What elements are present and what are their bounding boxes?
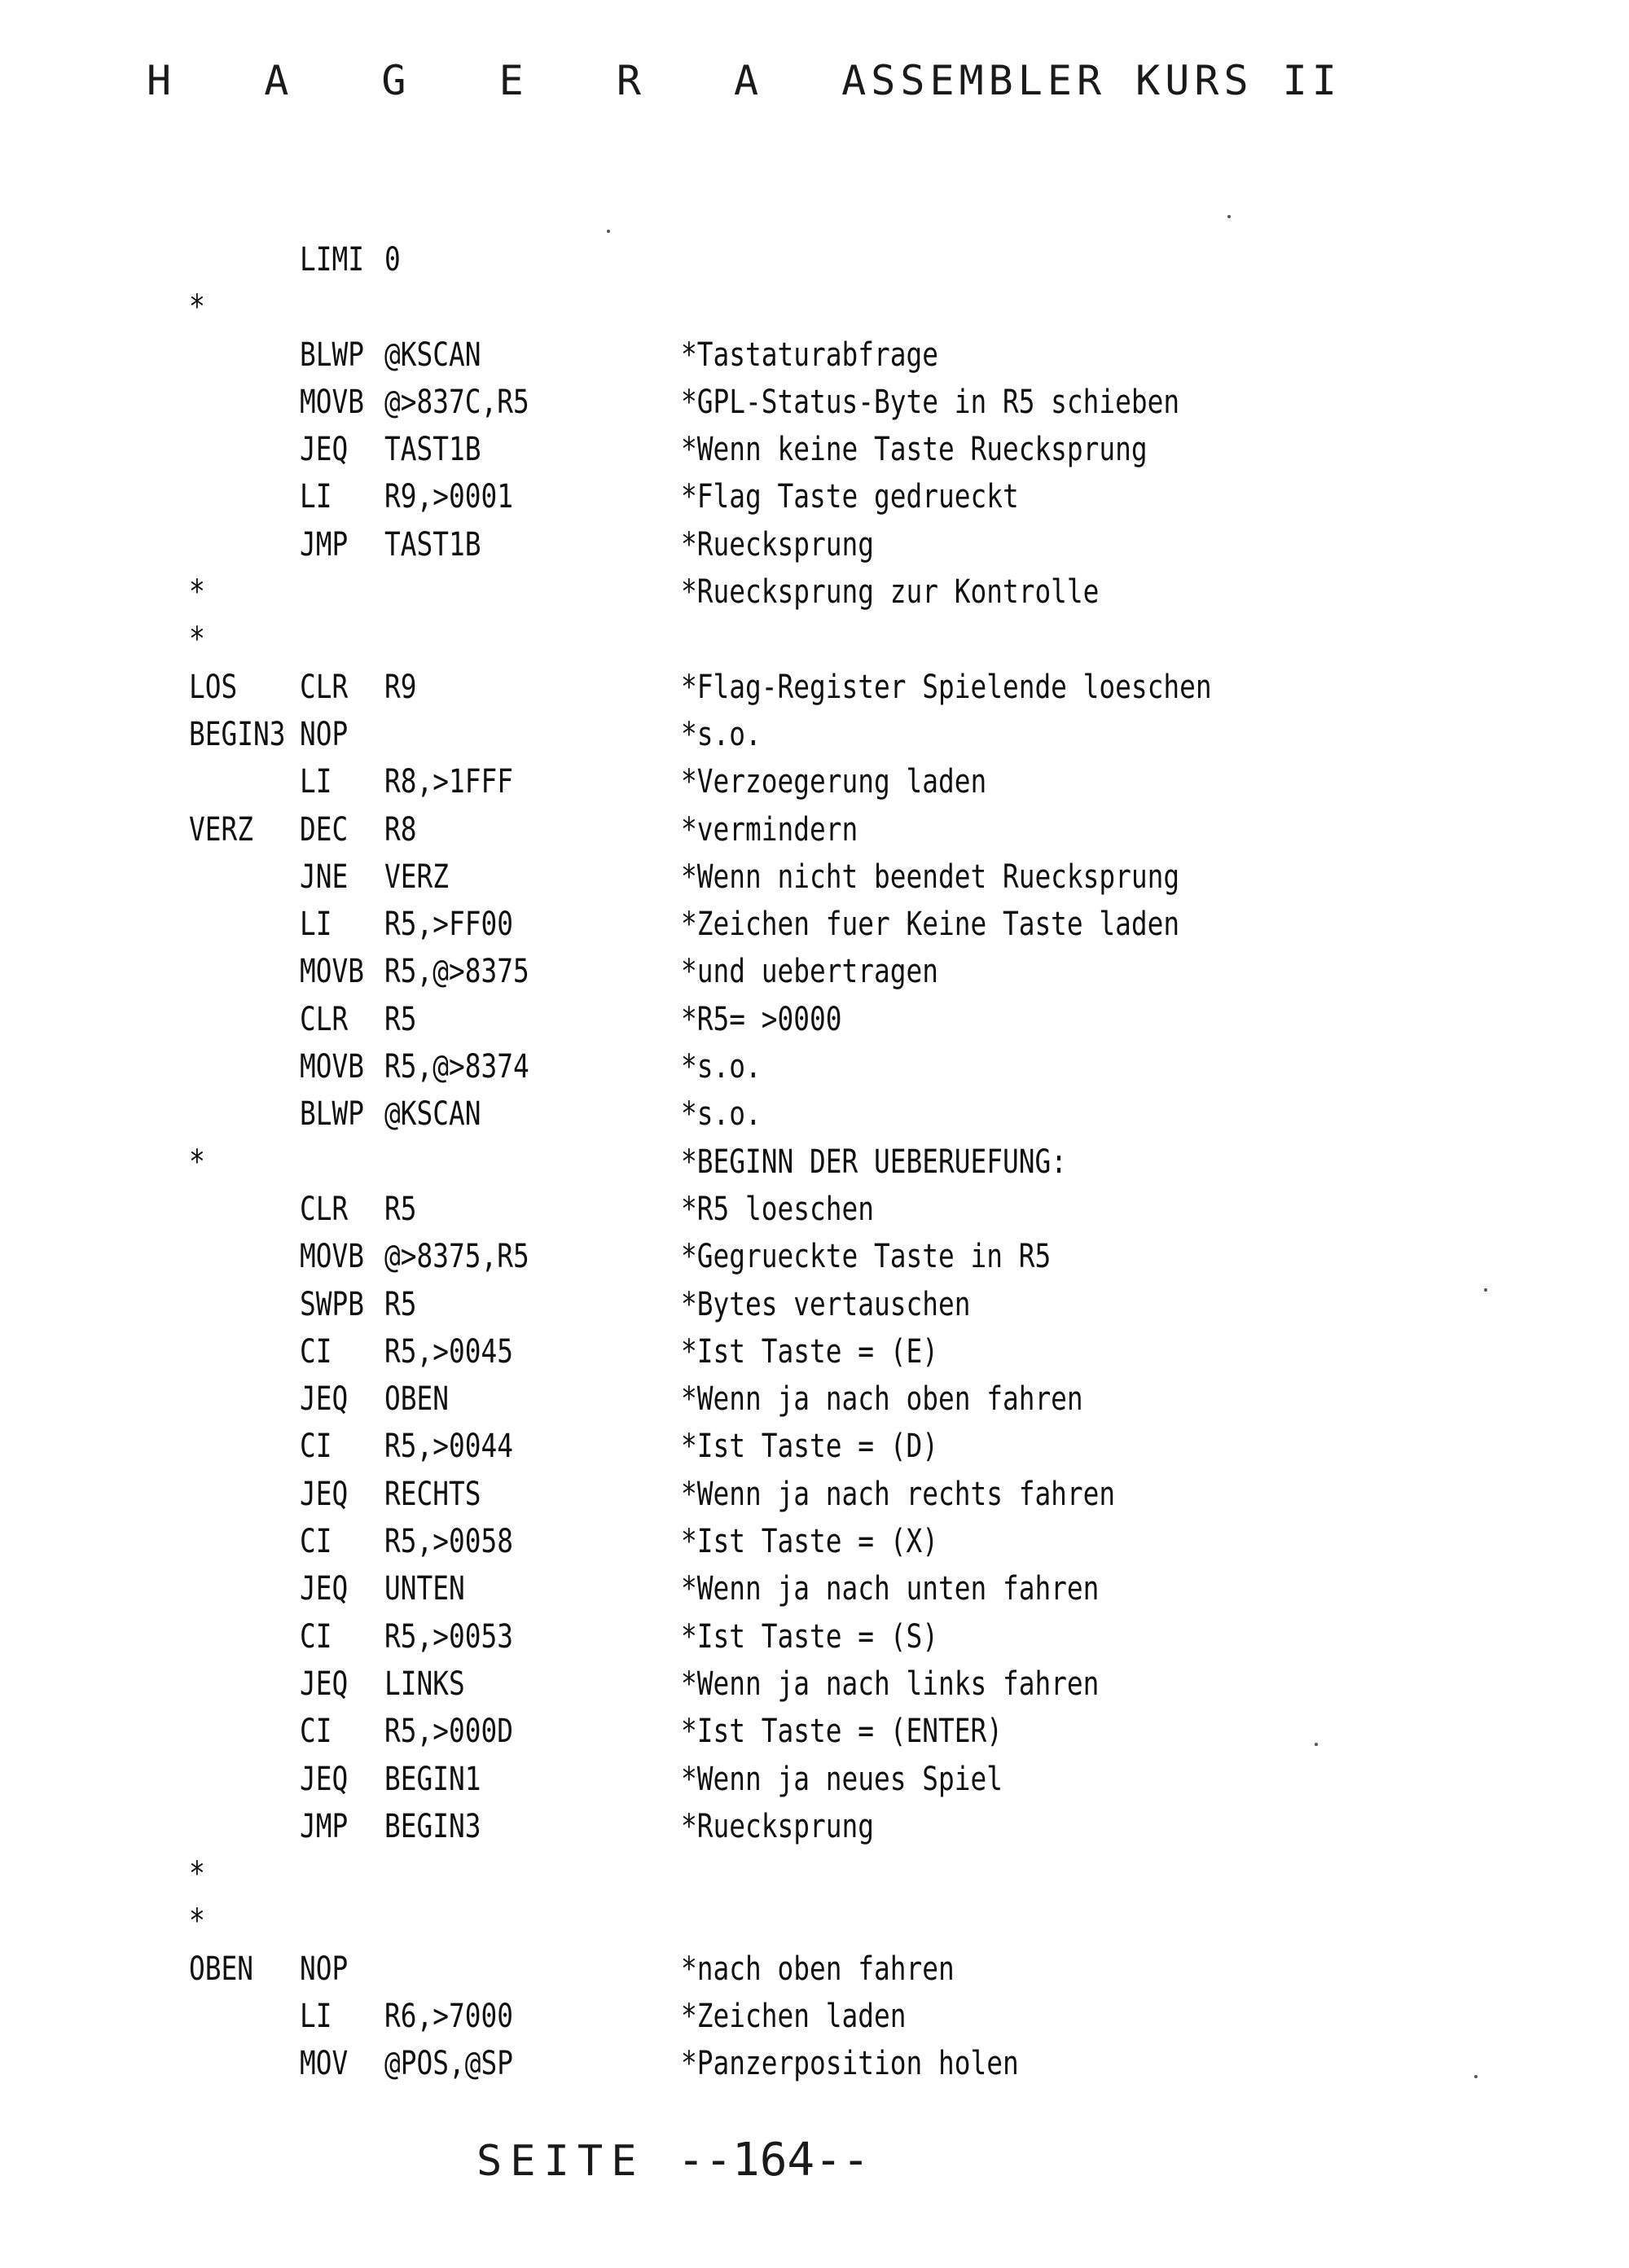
code-comment: *Flag Taste gedrueckt (681, 478, 1019, 516)
code-opcode: NOP (300, 715, 349, 753)
code-comment: *Panzerposition holen (681, 2045, 1019, 2083)
code-line (0, 948, 1629, 995)
code-opcode: CLR (300, 1000, 349, 1038)
code-comment: *s.o. (681, 715, 762, 753)
footer-page-word: SEITE (476, 2137, 645, 2186)
code-opcode: JMP (300, 1807, 349, 1845)
code-comment: *Ist Taste = (E) (681, 1332, 938, 1371)
code-comment: *Ist Taste = (ENTER) (681, 1713, 1003, 1751)
code-comment: *Verzoegerung laden (681, 763, 987, 801)
code-operand: @KSCAN (384, 336, 481, 374)
code-line (0, 568, 1629, 616)
code-opcode: CI (300, 1428, 332, 1466)
code-comment: *R5 loeschen (681, 1190, 874, 1228)
code-operand: R5,>0053 (384, 1617, 513, 1656)
code-operand: 0 (384, 241, 401, 279)
code-operand: LINKS (384, 1665, 465, 1703)
header-brand: H A G E R A (147, 57, 793, 104)
code-line (0, 711, 1629, 758)
code-comment: *und uebertragen (681, 953, 938, 991)
code-line (0, 236, 1629, 283)
code-operand: TAST1B (384, 525, 481, 564)
code-line (0, 1328, 1629, 1375)
code-opcode: SWPB (300, 1285, 364, 1323)
code-opcode: JEQ (300, 1380, 349, 1419)
code-operand: RECHTS (384, 1475, 481, 1513)
code-label: * (189, 1902, 205, 1941)
code-line (0, 1613, 1629, 1660)
code-comment: *Zeichen fuer Keine Taste laden (681, 906, 1180, 944)
code-opcode: CLR (300, 668, 349, 706)
code-comment: *R5= >0000 (681, 1000, 842, 1038)
code-comment: *Flag-Register Spielende loeschen (681, 668, 1212, 706)
code-opcode: JEQ (300, 1665, 349, 1703)
scan-speck (607, 230, 610, 233)
code-line (0, 1375, 1629, 1423)
header-course-title: ASSEMBLER KURS II (841, 57, 1341, 104)
code-label: * (189, 1855, 205, 1893)
scan-speck (1474, 2075, 1478, 2078)
code-comment: *Tastaturabfrage (681, 336, 938, 374)
code-line (0, 379, 1629, 426)
code-operand: BEGIN3 (384, 1807, 481, 1845)
code-opcode: LI (300, 1997, 332, 2035)
code-opcode: DEC (300, 810, 349, 849)
code-operand: R5,>0044 (384, 1428, 513, 1466)
footer-page-number: --164-- (677, 2134, 870, 2187)
code-comment: *Wenn ja neues Spiel (681, 1760, 1003, 1798)
code-operand: R9 (384, 668, 417, 706)
code-line (0, 853, 1629, 901)
assembler-listing (0, 236, 1629, 2088)
code-comment: *vermindern (681, 810, 858, 849)
code-operand: BEGIN1 (384, 1760, 481, 1798)
code-operand: R5,>0058 (384, 1523, 513, 1561)
code-opcode: NOP (300, 1950, 349, 1988)
code-opcode: MOVB (300, 383, 364, 421)
code-opcode: JEQ (300, 1760, 349, 1798)
code-line (0, 616, 1629, 663)
code-opcode: LI (300, 478, 332, 516)
code-line (0, 1565, 1629, 1612)
code-comment: *Ist Taste = (S) (681, 1617, 938, 1656)
code-comment: *GPL-Status-Byte in R5 schieben (681, 383, 1180, 421)
code-label: * (189, 573, 205, 612)
code-opcode: JEQ (300, 1475, 349, 1513)
code-line (0, 1186, 1629, 1233)
code-line (0, 1090, 1629, 1138)
code-opcode: JEQ (300, 1570, 349, 1608)
code-line (0, 1471, 1629, 1518)
code-line (0, 1708, 1629, 1755)
code-operand: R8 (384, 810, 417, 849)
code-opcode: JEQ (300, 431, 349, 469)
code-label: BEGIN3 (189, 715, 286, 753)
code-opcode: LI (300, 906, 332, 944)
code-operand: R8,>1FFF (384, 763, 513, 801)
code-line (0, 521, 1629, 568)
code-operand: R9,>0001 (384, 478, 513, 516)
code-label: * (189, 621, 205, 659)
code-line (0, 2040, 1629, 2087)
code-line (0, 1043, 1629, 1090)
code-line (0, 1423, 1629, 1470)
code-line (0, 1803, 1629, 1850)
code-label: * (189, 1143, 205, 1181)
code-operand: UNTEN (384, 1570, 465, 1608)
code-opcode: MOVB (300, 953, 364, 991)
code-opcode: LI (300, 763, 332, 801)
scan-speck (1227, 215, 1231, 218)
code-comment: *Wenn ja nach rechts fahren (681, 1475, 1116, 1513)
code-comment: *Wenn ja nach links fahren (681, 1665, 1100, 1703)
code-comment: *Wenn ja nach unten fahren (681, 1570, 1100, 1608)
code-operand: R5,>0045 (384, 1332, 513, 1371)
code-operand: R5 (384, 1000, 417, 1038)
code-operand: R5,@>8375 (384, 953, 529, 991)
code-comment: *Ruecksprung zur Kontrolle (681, 573, 1100, 612)
code-operand: TAST1B (384, 431, 481, 469)
code-comment: *Ruecksprung (681, 1807, 874, 1845)
code-comment: *Bytes vertauschen (681, 1285, 971, 1323)
code-line (0, 806, 1629, 853)
code-comment: *Zeichen laden (681, 1997, 907, 2035)
code-line (0, 1946, 1629, 1993)
code-comment: *Ruecksprung (681, 525, 874, 564)
code-line (0, 1233, 1629, 1280)
code-label: OBEN (189, 1950, 253, 1988)
code-comment: *Ist Taste = (X) (681, 1523, 938, 1561)
code-opcode: CI (300, 1713, 332, 1751)
code-line (0, 426, 1629, 473)
code-line (0, 1518, 1629, 1565)
code-opcode: MOV (300, 2045, 349, 2083)
code-comment: *Ist Taste = (D) (681, 1428, 938, 1466)
code-line (0, 758, 1629, 805)
code-comment: *Wenn nicht beendet Ruecksprung (681, 858, 1180, 896)
code-opcode: JNE (300, 858, 349, 896)
code-label: VERZ (189, 810, 253, 849)
code-operand: R5 (384, 1190, 417, 1228)
code-line (0, 1138, 1629, 1186)
code-comment: *BEGINN DER UEBERUEFUNG: (681, 1143, 1067, 1181)
code-line (0, 901, 1629, 948)
code-operand: @>837C,R5 (384, 383, 529, 421)
code-opcode: BLWP (300, 336, 364, 374)
code-opcode: CI (300, 1617, 332, 1656)
code-operand: R5,>FF00 (384, 906, 513, 944)
code-opcode: JMP (300, 525, 349, 564)
code-line (0, 1756, 1629, 1803)
code-comment: *s.o. (681, 1048, 762, 1086)
code-operand: R5,@>8374 (384, 1048, 529, 1086)
code-line (0, 1850, 1629, 1897)
code-line (0, 996, 1629, 1043)
code-comment: *Wenn ja nach oben fahren (681, 1380, 1083, 1419)
code-label: * (189, 288, 205, 327)
scan-speck (1484, 1288, 1487, 1292)
code-line (0, 664, 1629, 711)
code-line (0, 283, 1629, 331)
code-opcode: CI (300, 1332, 332, 1371)
code-operand: R5 (384, 1285, 417, 1323)
code-line (0, 1993, 1629, 2040)
code-operand: @KSCAN (384, 1095, 481, 1134)
code-operand: OBEN (384, 1380, 449, 1419)
code-comment: *Gegrueckte Taste in R5 (681, 1238, 1052, 1276)
code-operand: @POS,@SP (384, 2045, 513, 2083)
code-line (0, 1897, 1629, 1945)
code-opcode: MOVB (300, 1048, 364, 1086)
page-footer (476, 2134, 870, 2187)
code-opcode: LIMI (300, 241, 364, 279)
code-comment: *nach oben fahren (681, 1950, 955, 1988)
code-opcode: CLR (300, 1190, 349, 1228)
code-comment: *Wenn keine Taste Ruecksprung (681, 431, 1148, 469)
code-operand: VERZ (384, 858, 449, 896)
code-line (0, 473, 1629, 520)
scan-speck (1315, 1743, 1318, 1746)
code-operand: R5,>000D (384, 1713, 513, 1751)
code-operand: R6,>7000 (384, 1997, 513, 2035)
code-opcode: MOVB (300, 1238, 364, 1276)
code-operand: @>8375,R5 (384, 1238, 529, 1276)
code-label: LOS (189, 668, 238, 706)
code-comment: *s.o. (681, 1095, 762, 1134)
code-opcode: BLWP (300, 1095, 364, 1134)
code-opcode: CI (300, 1523, 332, 1561)
page-header (147, 57, 1341, 104)
code-line (0, 1660, 1629, 1708)
code-line (0, 331, 1629, 379)
code-line (0, 1281, 1629, 1328)
